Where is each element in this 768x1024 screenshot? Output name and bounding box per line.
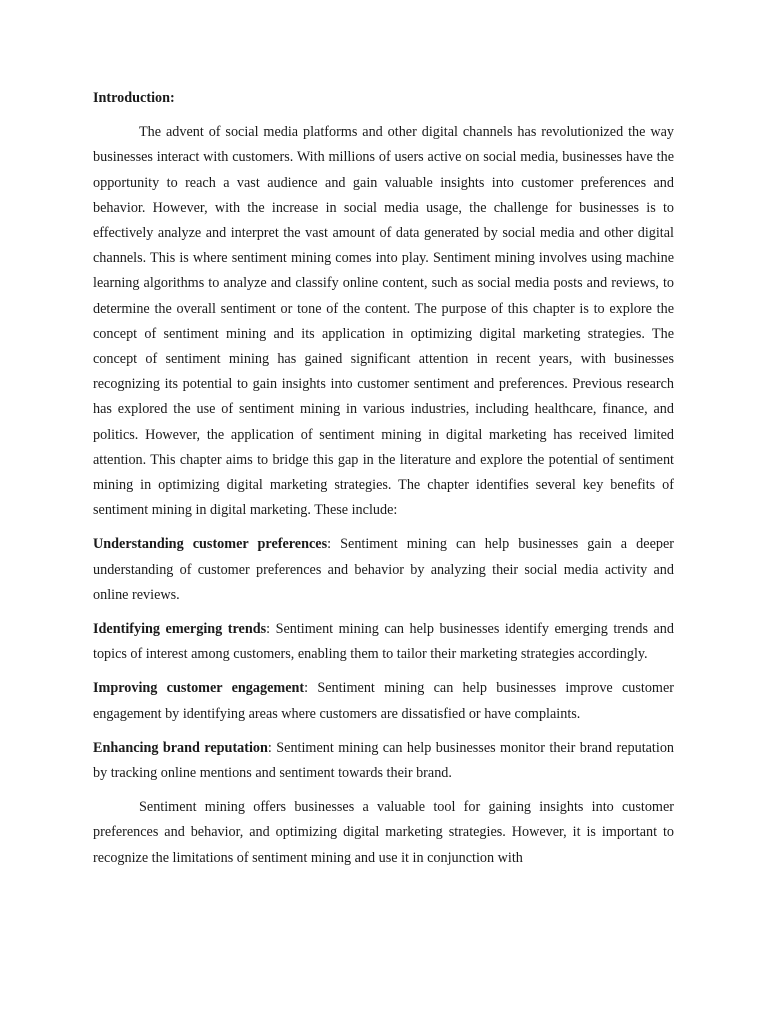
benefit-understanding-preferences [93,532,674,608]
benefit-description: : Sentiment mining can help businesses improve customer engagement by identifying areas where customers are dissatisfied or have complaints. [93,680,674,722]
benefit-description: : Sentiment mining can help businesses identify emerging trends and topics of interest among customers, enabling them to tailor their marketing strategies accordingly. [93,621,674,663]
benefit-customer-engagement [93,676,674,726]
benefit-description: : Sentiment mining can help businesses gain a deeper understanding of customer preferences and behavior by analyzing their social media activity and online reviews. [93,536,674,603]
intro-paragraph: The advent of social media platforms and other digital channels has revolutionized the way businesses interact with customers. With millions of users active on social media, businesses have the opportunity to reach a vast audience and gain valuable insights into customer preferences and behavior. However, with the increase in social media usage, the challenge for businesses is to effectively analyze and interpret the vast amount of data generated by social media and other digital channels. This is where sentiment mining comes into play. Sentiment mining involves using machine learning algorithms to analyze and classify online content, such as social media posts and reviews, to determine the overall sentiment or tone of the content. The purpose of this chapter is to explore the concept of sentiment mining and its application in optimizing digital marketing strategies. The concept of sentiment mining has gained significant attention in recent years, with businesses recognizing its potential to gain insights into customer sentiment and preferences. Previous research has explored the use of sentiment mining in various industries, including healthcare, finance, and politics. However, the application of sentiment mining in digital marketing has received limited attention. This chapter aims to bridge this gap in the literature and explore the potential of sentiment mining in optimizing digital marketing strategies. The chapter identifies several key benefits of sentiment mining in digital marketing. These include: [93,124,674,519]
benefit-term: Enhancing brand reputation [93,739,268,756]
benefit-description: : Sentiment mining can help businesses monitor their brand reputation by tracking online mentions and sentiment towards their brand. [93,739,675,782]
benefit-term: Improving customer engagement [93,680,305,697]
closing-paragraph: Sentiment mining offers businesses a valuable tool for gaining insights into customer preferences and behavior, and optimizing digital marketing strategies. However, it is important to recognize the limitations of sentiment mining and use it in conjunction with [93,799,674,866]
document-page [93,86,674,880]
benefit-term: Identifying emerging trends [93,621,267,638]
benefit-brand-reputation [93,736,674,786]
benefit-emerging-trends [93,617,674,667]
section-heading: Introduction: [93,90,175,106]
benefit-term: Understanding customer preferences [93,536,328,553]
